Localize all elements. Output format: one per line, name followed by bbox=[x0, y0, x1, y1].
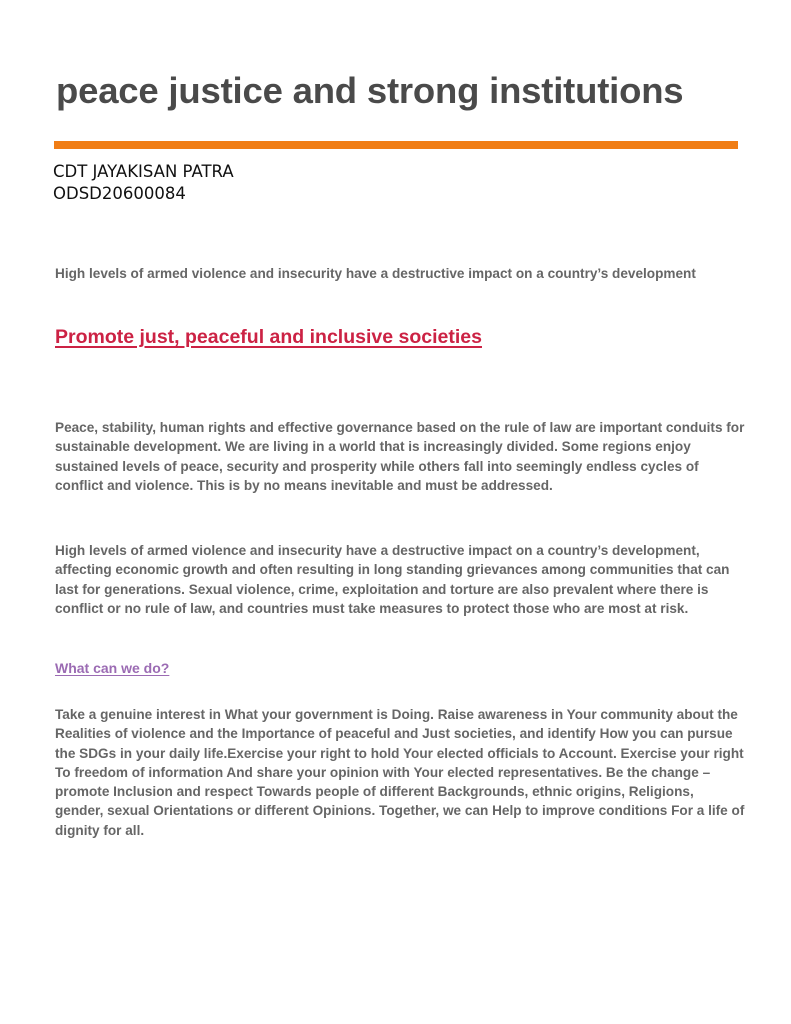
author-id: ODSD20600084 bbox=[53, 184, 186, 203]
title-divider bbox=[54, 141, 738, 149]
page-title: peace justice and strong institutions bbox=[56, 70, 684, 111]
paragraph-armed-violence: High levels of armed violence and insecurity have a destructive impact on a country’s development, affecting economic growth and often resulting in long standing grievances among communities that can last for generations. Sexual violence, crime, exploitation and torture are also prevalent where there is conflict or no rule of law, and countries must take measures to protect those who are most at risk. bbox=[55, 543, 730, 616]
paragraph-peace-stability: Peace, stability, human rights and effective governance based on the rule of law are important conduits for sustainable development. We are living in a world that is increasingly divided. Some regions enjoy sustained levels of peace, security and prosperity while others fall into seemingly endless cycles of conflict and violence. This is by no means inevitable and must be addressed. bbox=[55, 420, 745, 493]
author-block bbox=[53, 161, 234, 205]
section-subtitle: Promote just, peaceful and inclusive societies bbox=[55, 326, 482, 348]
intro-text: High levels of armed violence and insecurity have a destructive impact on a country’s development bbox=[55, 266, 696, 281]
what-can-we-do-link[interactable]: What can we do? bbox=[55, 660, 170, 676]
paragraph-what-can-we-do: Take a genuine interest in What your government is Doing. Raise awareness in Your community about the Realities of violence and the Importance of peaceful and Just societies, and identify How you can pursue the SDGs in your daily life.Exercise your right to hold Your elected officials to Account. Exercise your right To freedom of information And share your opinion with Your elected representatives. Be the change – promote Inclusion and respect Towards people of different Backgrounds, ethnic origins, Religions, gender, sexual Orientations or different Opinions. Together, we can Help to improve conditions For a life of dignity for all. bbox=[55, 707, 745, 838]
author-name: CDT JAYAKISAN PATRA bbox=[53, 162, 234, 181]
